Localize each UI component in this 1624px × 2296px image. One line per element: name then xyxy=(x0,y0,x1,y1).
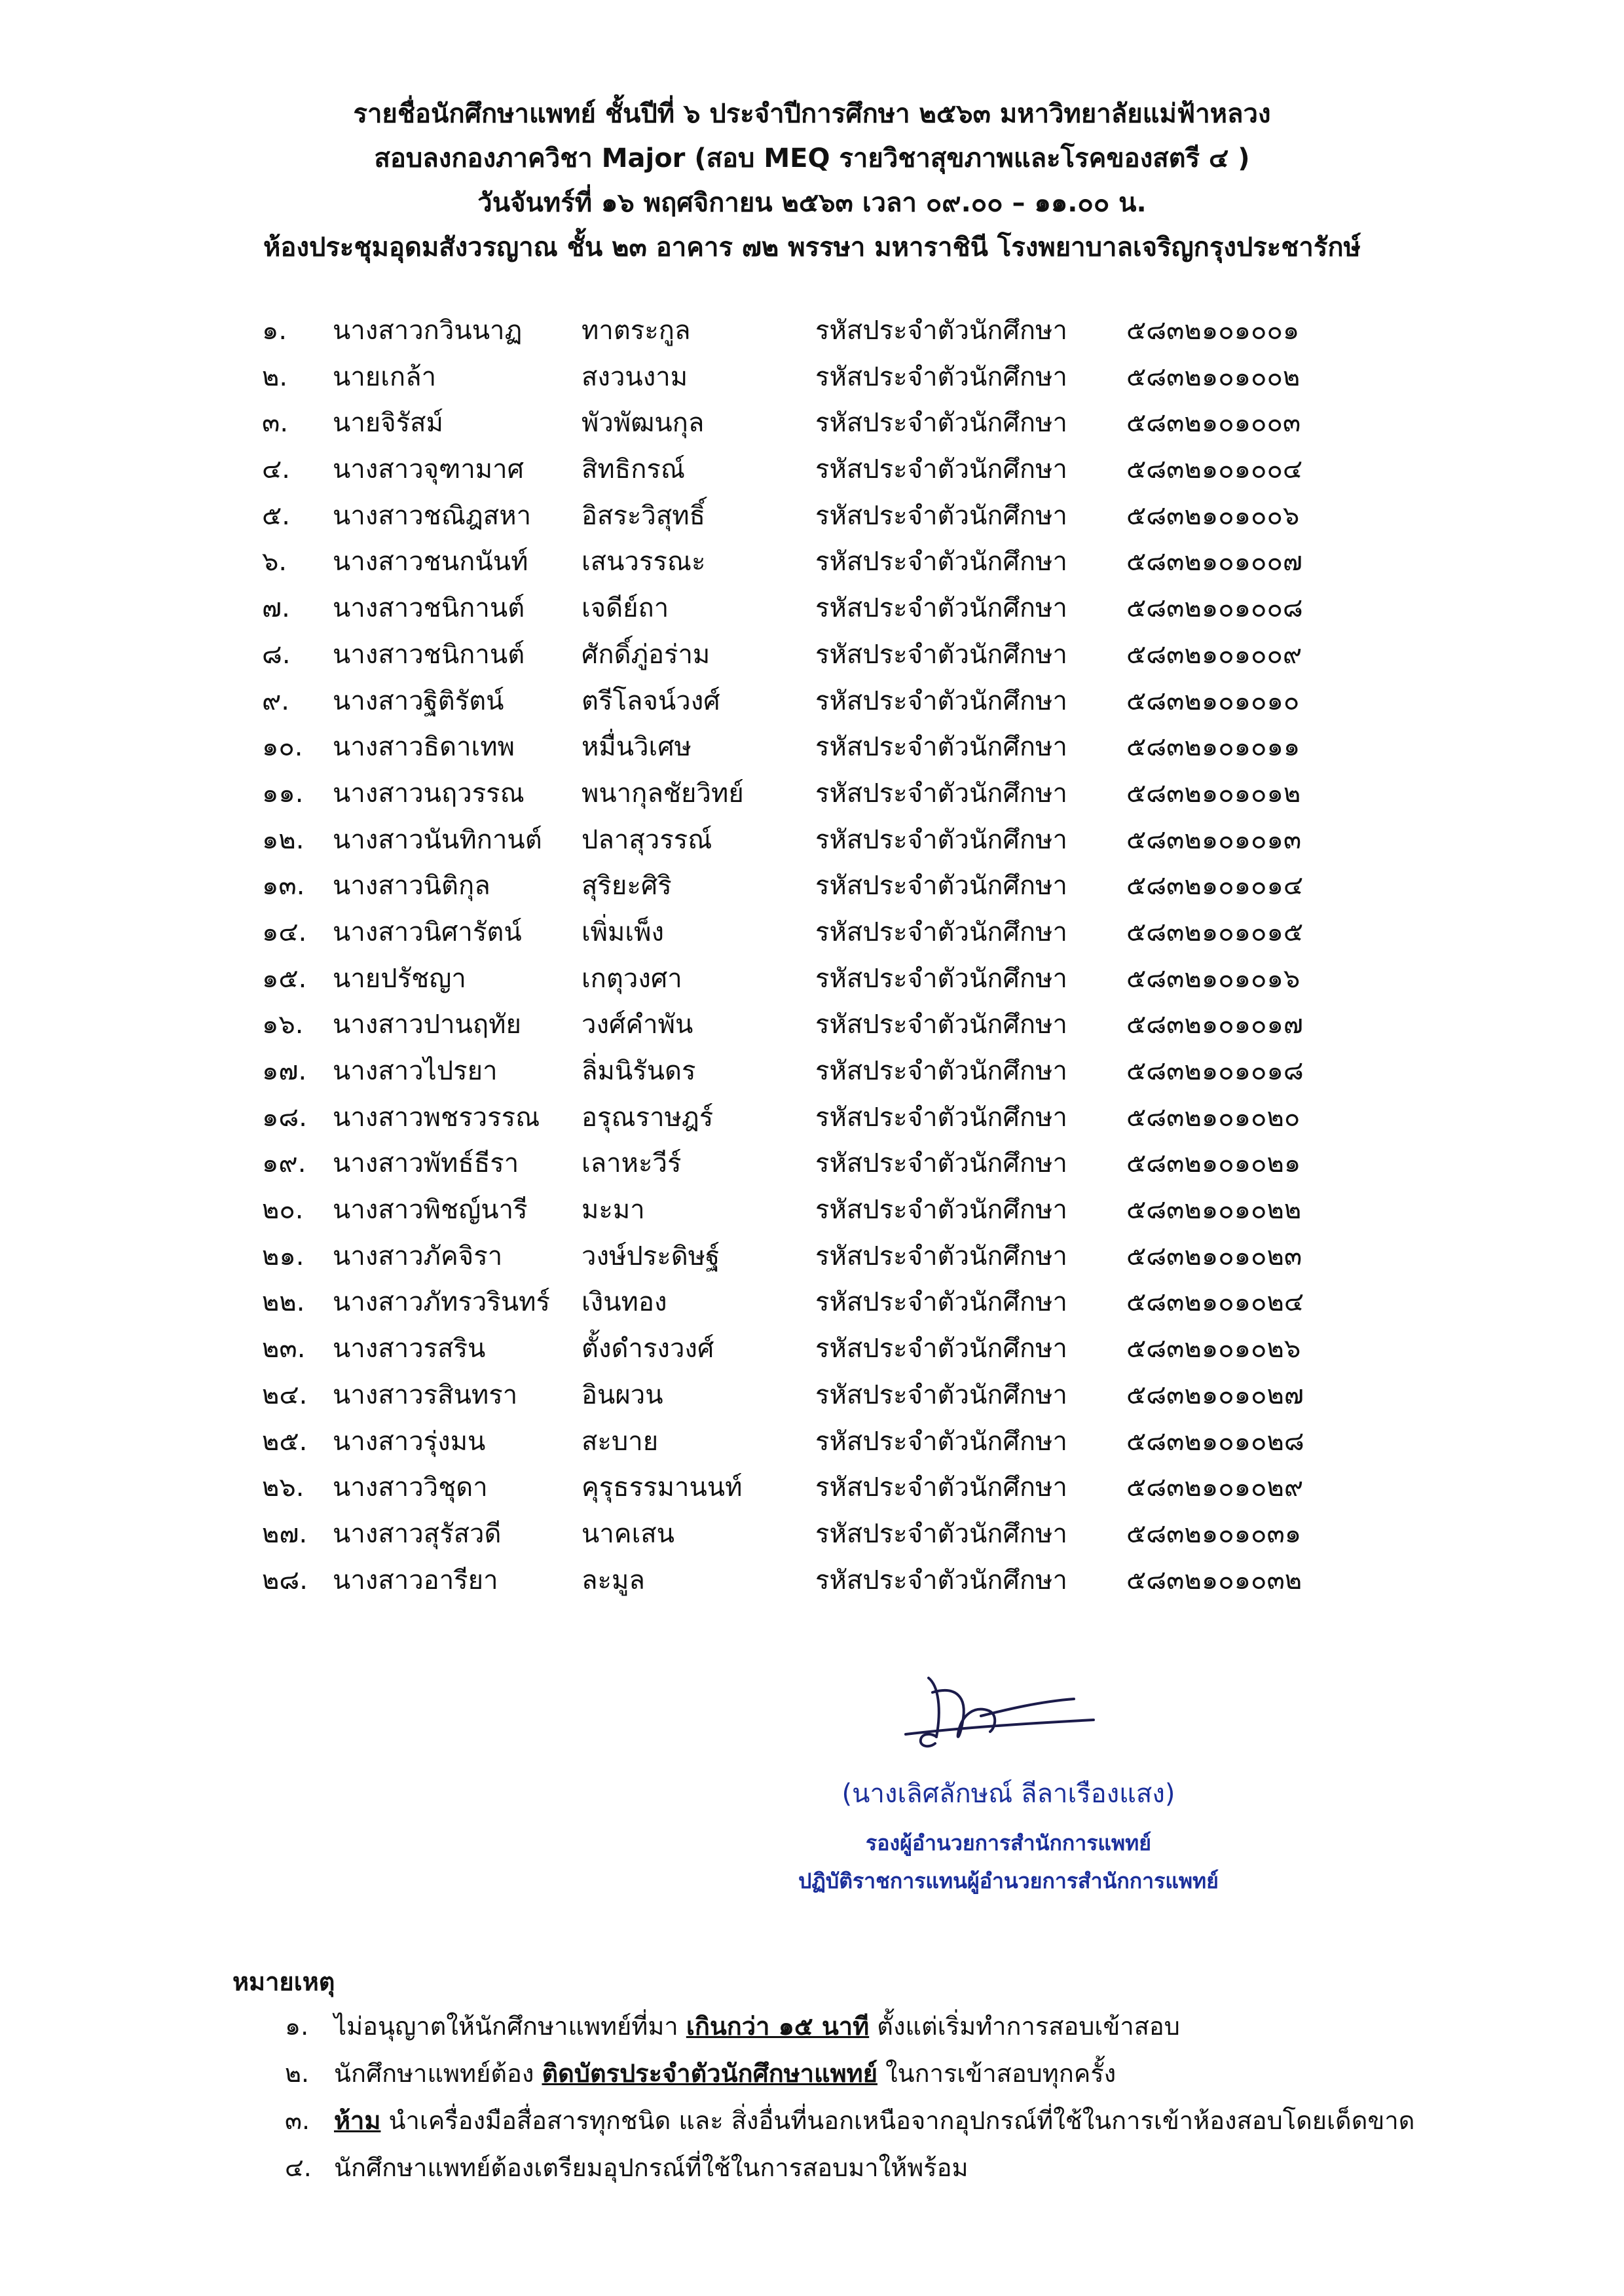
student-id-label: รหัสประจำตัวนักศึกษา xyxy=(815,1102,1067,1133)
student-number: ๒. xyxy=(262,361,288,392)
student-number: ๑๑. xyxy=(262,778,304,809)
student-row xyxy=(262,354,1375,401)
student-first-name: นางสาวชนกนันท์ xyxy=(333,547,528,577)
student-number: ๑๘. xyxy=(262,1102,307,1133)
student-row xyxy=(262,1326,1375,1372)
student-id: ๕๘๓๒๑๐๑๐๐๓ xyxy=(1126,408,1301,439)
student-number: ๑๐. xyxy=(262,732,303,763)
student-last-name: อินผวน xyxy=(581,1379,663,1410)
student-first-name: นางสาวนันทิกานต์ xyxy=(333,824,542,855)
student-id-label: รหัสประจำตัวนักศึกษา xyxy=(815,1148,1067,1179)
student-row xyxy=(262,539,1375,585)
student-id: ๕๘๓๒๑๐๑๐๐๔ xyxy=(1126,454,1303,485)
student-number: ๒๒. xyxy=(262,1287,305,1318)
notes-section xyxy=(232,1961,1477,2191)
student-id: ๕๘๓๒๑๐๑๐๐๘ xyxy=(1126,593,1303,624)
student-number: ๓. xyxy=(262,408,289,439)
student-last-name: มะมา xyxy=(581,1195,645,1226)
student-last-name: เสนวรรณะ xyxy=(581,547,706,577)
student-first-name: นายจิรัสม์ xyxy=(333,408,443,439)
student-number: ๒๔. xyxy=(262,1379,308,1410)
student-row xyxy=(262,1140,1375,1187)
student-row xyxy=(262,1419,1375,1465)
student-first-name: นางสาวรสินทรา xyxy=(333,1379,518,1410)
student-first-name: นางสาวพิชญ์นารี xyxy=(333,1195,528,1226)
student-first-name: นางสาวสุรัสวดี xyxy=(333,1518,502,1549)
student-last-name: เพิ่มเพ็ง xyxy=(581,917,664,947)
student-id: ๕๘๓๒๑๐๑๐๒๒ xyxy=(1126,1195,1302,1226)
student-id: ๕๘๓๒๑๐๑๐๑๕ xyxy=(1126,917,1304,947)
student-first-name: นางสาวชนิกานต์ xyxy=(333,639,525,670)
student-last-name: อิสระวิสุทธิ์ xyxy=(581,500,706,531)
student-row xyxy=(262,1233,1375,1280)
student-last-name: ตรีโลจน์วงศ์ xyxy=(581,685,720,716)
student-id-label: รหัสประจำตัวนักศึกษา xyxy=(815,1565,1067,1595)
student-row xyxy=(262,308,1375,354)
student-first-name: นางสาวอารียา xyxy=(333,1565,498,1595)
student-id-label: รหัสประจำตัวนักศึกษา xyxy=(815,1472,1067,1503)
student-number: ๑๙. xyxy=(262,1148,306,1179)
student-id-label: รหัสประจำตัวนักศึกษา xyxy=(815,361,1067,392)
student-row xyxy=(262,585,1375,632)
student-number: ๑๗. xyxy=(262,1056,307,1086)
student-id-label: รหัสประจำตัวนักศึกษา xyxy=(815,871,1067,902)
student-last-name: ละมูล xyxy=(581,1565,645,1595)
student-id-label: รหัสประจำตัวนักศึกษา xyxy=(815,1426,1067,1457)
note-emphasis: ติดบัตรประจำตัวนักศึกษาแพทย์ xyxy=(542,2059,877,2088)
student-first-name: นางสาวธิดาเทพ xyxy=(333,732,515,763)
student-id-label: รหัสประจำตัวนักศึกษา xyxy=(815,454,1067,485)
signature-image xyxy=(902,1660,1099,1764)
student-number: ๑๕. xyxy=(262,963,307,994)
student-last-name: ศักดิ์ภู่อร่าม xyxy=(581,639,710,670)
student-id-label: รหัสประจำตัวนักศึกษา xyxy=(815,1241,1067,1271)
student-number: ๒๑. xyxy=(262,1241,304,1271)
student-row xyxy=(262,863,1375,909)
student-row xyxy=(262,632,1375,678)
student-id-label: รหัสประจำตัวนักศึกษา xyxy=(815,593,1067,624)
student-first-name: นางสาวภัทรวรินทร์ xyxy=(333,1287,551,1318)
student-id-label: รหัสประจำตัวนักศึกษา xyxy=(815,963,1067,994)
student-row xyxy=(262,1279,1375,1326)
notes-list xyxy=(232,2003,1477,2191)
student-row xyxy=(262,1558,1375,1604)
student-first-name: นางสาวไปรยา xyxy=(333,1056,498,1086)
student-row xyxy=(262,724,1375,771)
student-number: ๑๔. xyxy=(262,917,307,947)
student-id: ๕๘๓๒๑๐๑๐๑๑ xyxy=(1126,732,1301,763)
student-first-name: นายปรัชญา xyxy=(333,963,466,994)
document-header xyxy=(0,92,1624,270)
student-id-label: รหัสประจำตัวนักศึกษา xyxy=(815,1056,1067,1086)
student-row xyxy=(262,678,1375,725)
student-first-name: นางสาวนิติกุล xyxy=(333,871,490,902)
student-id: ๕๘๓๒๑๐๑๐๐๗ xyxy=(1126,547,1302,577)
student-id: ๕๘๓๒๑๐๑๐๒๗ xyxy=(1126,1379,1304,1410)
note-text-post: นำเครื่องมือสื่อสารทุกชนิด และ สิ่งอื่นที่นอกเหนือจากอุปกรณ์ที่ใช้ในการเข้าห้องสอบโดยเด็ดขาด xyxy=(380,2106,1415,2135)
student-id-label: รหัสประจำตัวนักศึกษา xyxy=(815,732,1067,763)
student-id: ๕๘๓๒๑๐๑๐๓๑ xyxy=(1126,1518,1302,1549)
note-emphasis: ห้าม xyxy=(334,2106,381,2135)
student-first-name: นางสาวปานฤทัย xyxy=(333,1010,521,1040)
student-row xyxy=(262,1002,1375,1048)
student-row xyxy=(262,1372,1375,1419)
student-id: ๕๘๓๒๑๐๑๐๑๘ xyxy=(1126,1056,1304,1086)
student-number: ๙. xyxy=(262,685,290,716)
student-number: ๗. xyxy=(262,593,290,624)
student-number: ๔. xyxy=(262,454,290,485)
student-last-name: เงินทอง xyxy=(581,1287,667,1318)
student-first-name: นางสาวพชรวรรณ xyxy=(333,1102,540,1133)
student-id-label: รหัสประจำตัวนักศึกษา xyxy=(815,778,1067,809)
signer-name: (นางเลิศลักษณ์ ลีลาเรืองแสง) xyxy=(841,1779,1175,1809)
note-text xyxy=(334,2097,1414,2144)
student-id: ๕๘๓๒๑๐๑๐๑๔ xyxy=(1126,871,1304,902)
student-id-label: รหัสประจำตัวนักศึกษา xyxy=(815,685,1067,716)
student-last-name: วงศ์คำพัน xyxy=(581,1010,693,1040)
student-id-label: รหัสประจำตัวนักศึกษา xyxy=(815,1195,1067,1226)
student-number: ๖. xyxy=(262,547,287,577)
note-text xyxy=(334,2003,1180,2050)
student-id-label: รหัสประจำตัวนักศึกษา xyxy=(815,547,1067,577)
student-first-name: นางสาวชนิกานต์ xyxy=(333,593,525,624)
student-row xyxy=(262,956,1375,1002)
student-id-label: รหัสประจำตัวนักศึกษา xyxy=(815,1287,1067,1318)
student-id: ๕๘๓๒๑๐๑๐๐๒ xyxy=(1126,361,1301,392)
note-text xyxy=(334,2050,1116,2097)
student-last-name: สงวนงาม xyxy=(581,361,688,392)
note-item xyxy=(232,2097,1477,2144)
student-first-name: นายเกล้า xyxy=(333,361,437,392)
student-last-name: สะบาย xyxy=(581,1426,659,1457)
note-item xyxy=(232,2144,1477,2191)
student-row xyxy=(262,817,1375,864)
student-first-name: นางสาวฐิติรัตน์ xyxy=(333,685,504,716)
student-row xyxy=(262,1095,1375,1141)
note-number: ๑. xyxy=(285,2012,309,2041)
student-number: ๒๗. xyxy=(262,1518,308,1549)
student-row xyxy=(262,1511,1375,1558)
header-location: ห้องประชุมอุดมสังวรญาณ ชั้น ๒๓ อาคาร ๗๒ พรรษา มหาราชินี โรงพยาบาลเจริญกรุงประชารักษ์ xyxy=(263,232,1361,263)
student-id-label: รหัสประจำตัวนักศึกษา xyxy=(815,1518,1067,1549)
note-number: ๓. xyxy=(285,2106,310,2135)
student-row xyxy=(262,1187,1375,1233)
header-date-time: วันจันทร์ที่ ๑๖ พฤศจิกายน ๒๕๖๓ เวลา ๐๙.๐๐ – ๑๑.๐๐ น. xyxy=(477,188,1147,218)
student-last-name: เจดีย์ถา xyxy=(581,593,669,624)
student-id: ๕๘๓๒๑๐๑๐๑๒ xyxy=(1126,778,1301,809)
student-id: ๕๘๓๒๑๐๑๐๒๙ xyxy=(1126,1472,1304,1503)
note-item xyxy=(232,2003,1477,2050)
student-id-label: รหัสประจำตัวนักศึกษา xyxy=(815,1334,1067,1364)
student-id: ๕๘๓๒๑๐๑๐๑๐ xyxy=(1126,685,1300,716)
student-list xyxy=(262,308,1375,1603)
student-number: ๕. xyxy=(262,500,290,531)
student-first-name: นางสาวนิศารัตน์ xyxy=(333,917,522,947)
student-row xyxy=(262,1465,1375,1511)
student-id: ๕๘๓๒๑๐๑๐๒๐ xyxy=(1126,1102,1301,1133)
student-id: ๕๘๓๒๑๐๑๐๑๗ xyxy=(1126,1010,1303,1040)
student-row xyxy=(262,771,1375,817)
student-last-name: นาคเสน xyxy=(581,1518,674,1549)
student-number: ๑๖. xyxy=(262,1010,304,1040)
student-last-name: ลิ่มนิรันดร xyxy=(581,1056,696,1086)
student-last-name: คุรุธรรมานนท์ xyxy=(581,1472,743,1503)
student-last-name: สิทธิกรณ์ xyxy=(581,454,686,485)
student-row xyxy=(262,446,1375,493)
student-id: ๕๘๓๒๑๐๑๐๐๙ xyxy=(1126,639,1302,670)
student-id: ๕๘๓๒๑๐๑๐๒๓ xyxy=(1126,1241,1302,1271)
student-id: ๕๘๓๒๑๐๑๐๓๒ xyxy=(1126,1565,1302,1595)
student-last-name: วงษ์ประดิษฐ์ xyxy=(581,1241,720,1271)
student-number: ๒๖. xyxy=(262,1472,304,1503)
student-id: ๕๘๓๒๑๐๑๐๒๘ xyxy=(1126,1426,1304,1457)
note-text-post: ตั้งแต่เริ่มทำการสอบเข้าสอบ xyxy=(869,2012,1180,2041)
student-row xyxy=(262,400,1375,446)
student-id: ๕๘๓๒๑๐๑๐๐๑ xyxy=(1126,316,1300,346)
student-id-label: รหัสประจำตัวนักศึกษา xyxy=(815,639,1067,670)
student-number: ๒๕. xyxy=(262,1426,308,1457)
student-row xyxy=(262,909,1375,956)
student-last-name: หมื่นวิเศษ xyxy=(581,732,692,763)
student-number: ๑. xyxy=(262,316,287,346)
signer-title: รองผู้อำนวยการสำนักการแพทย์ xyxy=(866,1831,1151,1855)
student-last-name: เกตุวงศา xyxy=(581,963,682,994)
student-last-name: เลาหะวีร์ xyxy=(581,1148,682,1179)
student-id-label: รหัสประจำตัวนักศึกษา xyxy=(815,1379,1067,1410)
note-text-pre: นักศึกษาแพทย์ต้องเตรียมอุปกรณ์ที่ใช้ในการสอบมาให้พร้อม xyxy=(334,2153,969,2182)
note-text xyxy=(334,2144,969,2191)
student-last-name: พนากุลชัยวิทย์ xyxy=(581,778,744,809)
student-first-name: นางสาวรสริน xyxy=(333,1334,486,1364)
student-id-label: รหัสประจำตัวนักศึกษา xyxy=(815,500,1067,531)
student-id: ๕๘๓๒๑๐๑๐๒๖ xyxy=(1126,1334,1301,1364)
student-id-label: รหัสประจำตัวนักศึกษา xyxy=(815,316,1067,346)
student-last-name: สุริยะศิริ xyxy=(581,871,672,902)
student-last-name: ทาตระกูล xyxy=(581,316,691,346)
student-id: ๕๘๓๒๑๐๑๐๑๓ xyxy=(1126,824,1302,855)
student-row xyxy=(262,493,1375,539)
note-item xyxy=(232,2050,1477,2097)
student-first-name: นางสาวภัคจิรา xyxy=(333,1241,503,1271)
student-number: ๒๘. xyxy=(262,1565,308,1595)
student-last-name: ตั้งดำรงวงศ์ xyxy=(581,1334,714,1364)
student-id-label: รหัสประจำตัวนักศึกษา xyxy=(815,824,1067,855)
student-id: ๕๘๓๒๑๐๑๐๒๔ xyxy=(1126,1287,1304,1318)
student-first-name: นางสาวชณิฎสหา xyxy=(333,500,532,531)
note-text-post: ในการเข้าสอบทุกครั้ง xyxy=(877,2059,1116,2088)
student-last-name: พัวพัฒนกุล xyxy=(581,408,705,439)
student-first-name: นางสาวกวินนาฏ xyxy=(333,316,523,346)
student-id: ๕๘๓๒๑๐๑๐๒๑ xyxy=(1126,1148,1301,1179)
student-id-label: รหัสประจำตัวนักศึกษา xyxy=(815,1010,1067,1040)
student-first-name: นางสาวจุฑามาศ xyxy=(333,454,524,485)
student-number: ๑๒. xyxy=(262,824,304,855)
student-row xyxy=(262,1048,1375,1095)
student-number: ๒๓. xyxy=(262,1334,306,1364)
student-number: ๑๓. xyxy=(262,871,305,902)
student-first-name: นางสาววิชุดา xyxy=(333,1472,488,1503)
note-number: ๒. xyxy=(285,2059,310,2088)
note-text-pre: นักศึกษาแพทย์ต้อง xyxy=(334,2059,542,2088)
notes-title: หมายเหตุ xyxy=(232,1967,335,1996)
student-last-name: อรุณราษฎร์ xyxy=(581,1102,714,1133)
header-exam: สอบลงกองภาควิชา Major (สอบ MEQ รายวิชาสุขภาพและโรคของสตรี ๔ ) xyxy=(374,143,1250,173)
student-first-name: นางสาวพัทธ์ธีรา xyxy=(333,1148,519,1179)
student-id-label: รหัสประจำตัวนักศึกษา xyxy=(815,917,1067,947)
header-title: รายชื่อนักศึกษาแพทย์ ชั้นปีที่ ๖ ประจำปีการศึกษา ๒๕๖๓ มหาวิทยาลัยแม่ฟ้าหลวง xyxy=(353,99,1271,129)
student-first-name: นางสาวนฤวรรณ xyxy=(333,778,525,809)
student-id: ๕๘๓๒๑๐๑๐๑๖ xyxy=(1126,963,1301,994)
student-first-name: นางสาวรุ่งมน xyxy=(333,1426,486,1457)
signer-acting-title: ปฏิบัติราชการแทนผู้อำนวยการสำนักการแพทย์ xyxy=(798,1868,1219,1893)
student-number: ๒๐. xyxy=(262,1195,304,1226)
student-id-label: รหัสประจำตัวนักศึกษา xyxy=(815,408,1067,439)
note-text-pre: ไม่อนุญาตให้นักศึกษาแพทย์ที่มา xyxy=(334,2012,686,2041)
student-number: ๘. xyxy=(262,639,291,670)
student-last-name: ปลาสุวรรณ์ xyxy=(581,824,712,855)
note-emphasis: เกินกว่า ๑๕ นาที xyxy=(686,2012,870,2041)
note-number: ๔. xyxy=(285,2153,312,2182)
student-id: ๕๘๓๒๑๐๑๐๐๖ xyxy=(1126,500,1300,531)
